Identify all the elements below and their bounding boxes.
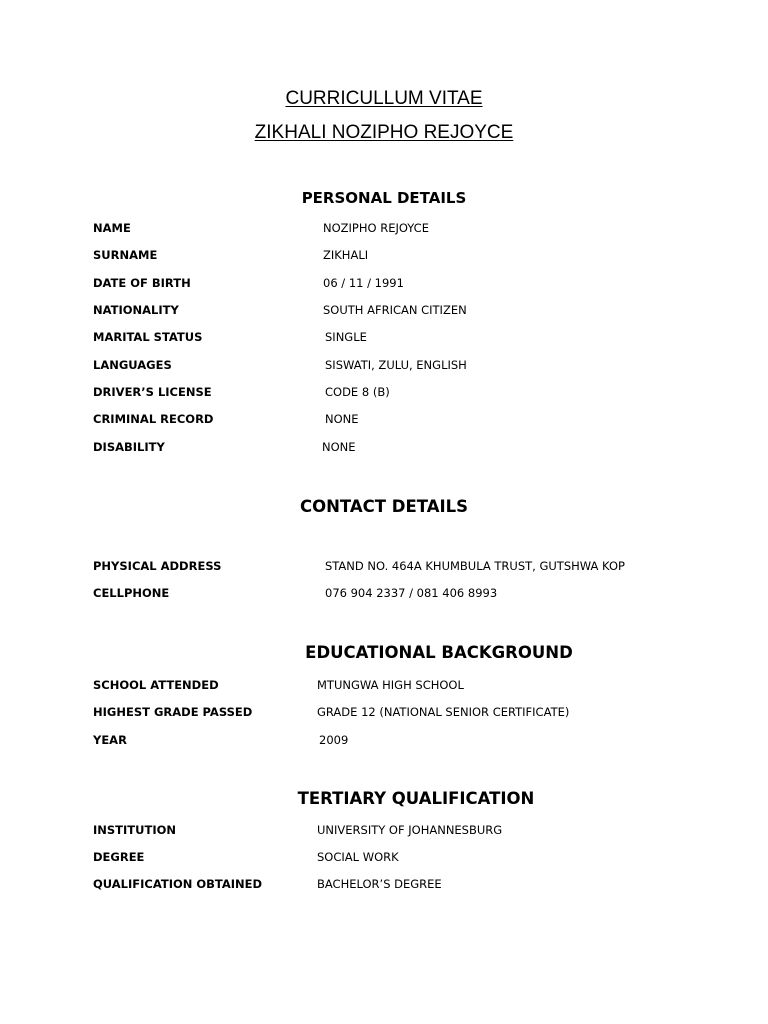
nationality-label: NATIONALITY: [93, 303, 179, 317]
drivers-license-label: DRIVER’S LICENSE: [93, 385, 212, 399]
surname-value: ZIKHALI: [323, 248, 369, 262]
school-attended-label: SCHOOL ATTENDED: [93, 678, 219, 692]
marital-status-value: SINGLE: [325, 330, 367, 344]
educational-background-heading: EDUCATIONAL BACKGROUND: [305, 643, 573, 662]
candidate-name: ZIKHALI NOZIPHO REJOYCE: [254, 122, 514, 143]
nationality-value: SOUTH AFRICAN CITIZEN: [323, 303, 467, 317]
qualification-obtained-value: BACHELOR’S DEGREE: [317, 877, 442, 891]
date-of-birth-label: DATE OF BIRTH: [93, 276, 191, 290]
school-attended-value: MTUNGWA HIGH SCHOOL: [317, 678, 464, 692]
year-value: 2009: [319, 733, 349, 747]
tertiary-qualification-heading: TERTIARY QUALIFICATION: [297, 789, 535, 808]
languages-label: LANGUAGES: [93, 358, 172, 372]
languages-value: SISWATI, ZULU, ENGLISH: [325, 358, 467, 372]
institution-label: INSTITUTION: [93, 823, 177, 837]
year-label: YEAR: [93, 733, 127, 747]
contact-details-heading: CONTACT DETAILS: [299, 497, 469, 516]
degree-value: SOCIAL WORK: [317, 850, 399, 864]
disability-label: DISABILITY: [93, 440, 165, 454]
physical-address-label: PHYSICAL ADDRESS: [93, 559, 222, 573]
surname-label: SURNAME: [93, 248, 158, 262]
cellphone-value: 076 904 2337 / 081 406 8993: [325, 586, 498, 600]
institution-value: UNIVERSITY OF JOHANNESBURG: [317, 823, 503, 837]
date-of-birth-value: 06 / 11 / 1991: [323, 276, 404, 290]
name-label: NAME: [93, 221, 131, 235]
document-title: CURRICULLUM VITAE: [285, 88, 483, 109]
personal-details-heading: PERSONAL DETAILS: [301, 189, 467, 207]
marital-status-label: MARITAL STATUS: [93, 330, 203, 344]
drivers-license-value: CODE 8 (B): [325, 385, 390, 399]
physical-address-value: STAND NO. 464A KHUMBULA TRUST, GUTSHWA KOP: [325, 559, 625, 573]
cellphone-label: CELLPHONE: [93, 586, 170, 600]
degree-label: DEGREE: [93, 850, 145, 864]
name-value: NOZIPHO REJOYCE: [323, 221, 429, 235]
disability-value: NONE: [322, 440, 356, 454]
highest-grade-label: HIGHEST GRADE PASSED: [93, 705, 253, 719]
highest-grade-value: GRADE 12 (NATIONAL SENIOR CERTIFICATE): [317, 705, 570, 719]
criminal-record-value: NONE: [325, 412, 359, 426]
criminal-record-label: CRIMINAL RECORD: [93, 412, 214, 426]
qualification-obtained-label: QUALIFICATION OBTAINED: [93, 877, 263, 891]
